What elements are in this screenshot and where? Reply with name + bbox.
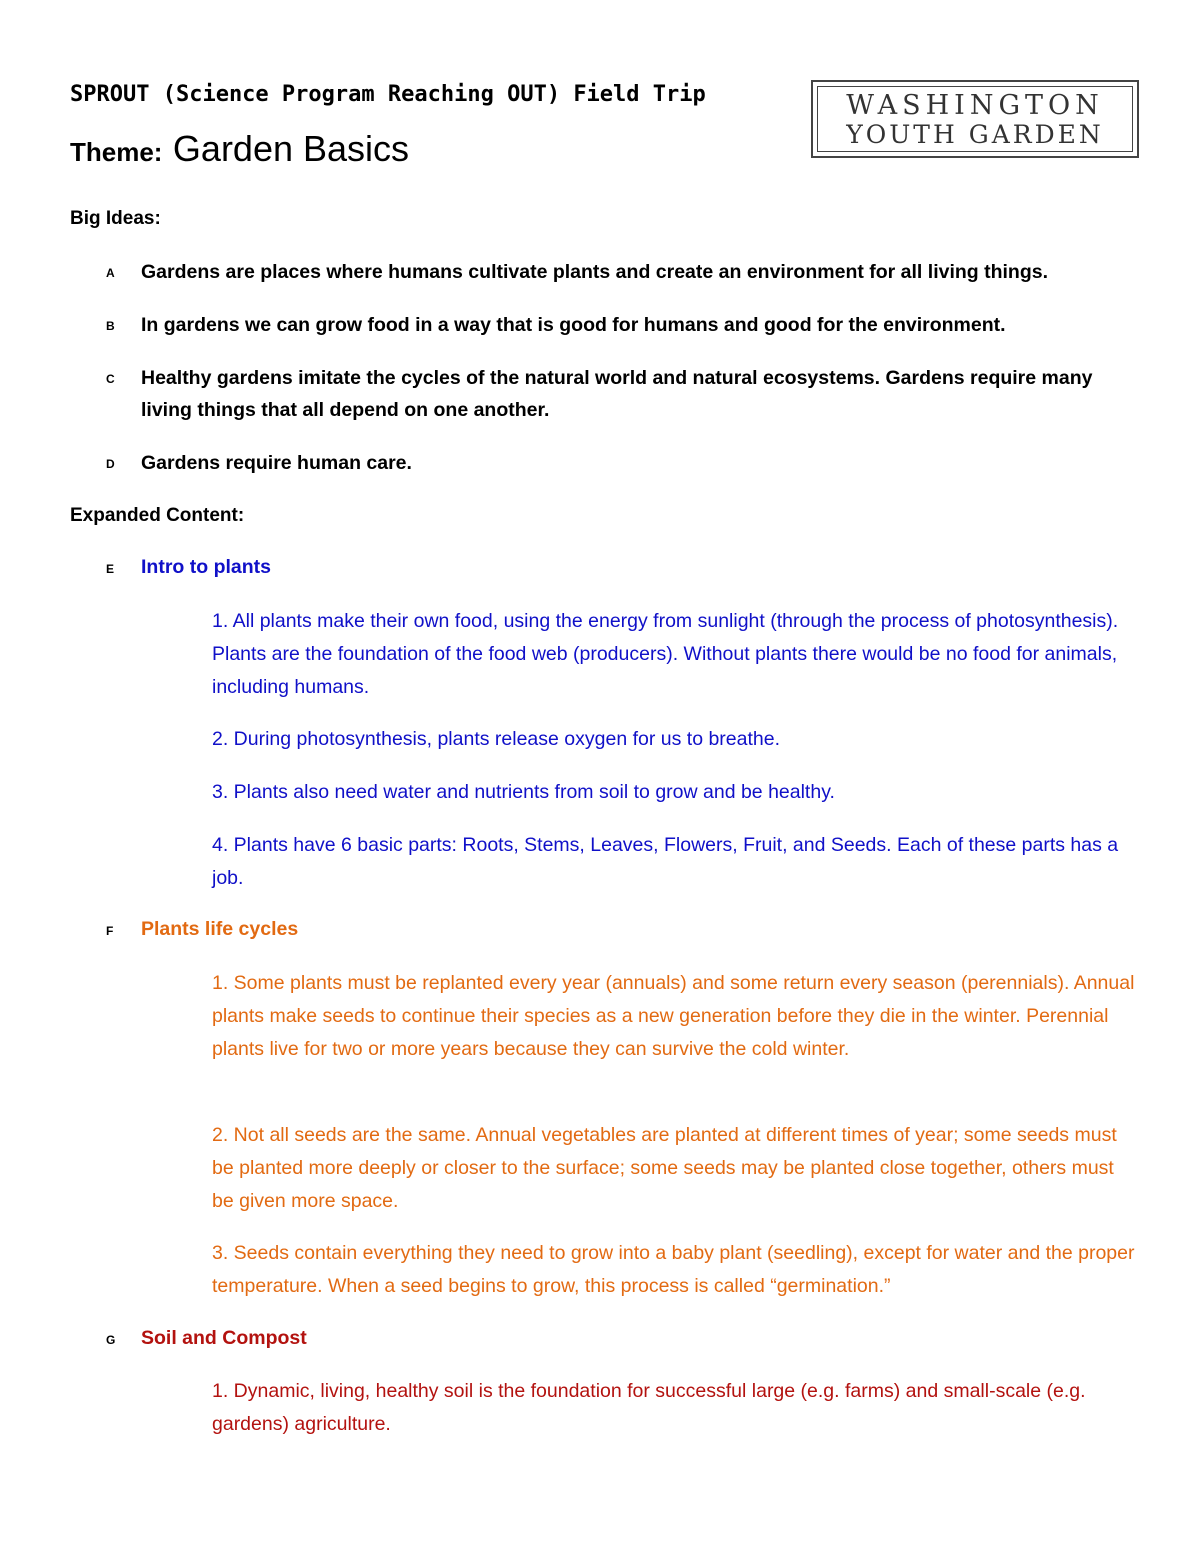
section-marker: E <box>106 562 115 576</box>
section-paragraph: 1. Some plants must be replanted every year (annuals) and some return every season (perennials). Annual plants make seeds to continue their species as a new generation before they die in the winter. Perennial plants live for two or more years because they can survive the cold winter. <box>212 972 1135 1060</box>
expanded-content-heading: Expanded Content: <box>70 505 245 526</box>
logo-line-2: YOUTH GARDEN <box>846 119 1104 149</box>
big-idea-marker: A <box>106 266 115 280</box>
theme-label: Theme: <box>70 137 163 167</box>
big-idea-marker: D <box>106 457 115 471</box>
big-idea-text: Gardens require human care. <box>141 452 412 474</box>
theme-row <box>70 128 409 170</box>
big-idea-text: Gardens are places where humans cultivate plants and create an environment for all living things. <box>141 261 1049 283</box>
logo-line-1: WASHINGTON <box>846 89 1104 121</box>
section-paragraph: 2. During photosynthesis, plants release oxygen for us to breathe. <box>212 728 781 750</box>
washington-youth-garden-logo <box>811 80 1139 158</box>
document-title: SPROUT (Science Program Reaching OUT) Field Trip <box>70 82 706 107</box>
logo-inner-frame <box>817 86 1133 152</box>
section-paragraph: 1. All plants make their own food, using the energy from sunlight (through the process of photosynthesis). Plants are the foundation of the food web (producers). Without plants there would be no food for animals, including humans. <box>212 610 1119 698</box>
section-title-intro-to-plants: Intro to plants <box>141 556 271 578</box>
section-title-soil-and-compost: Soil and Compost <box>141 1327 307 1349</box>
big-idea-marker: C <box>106 372 115 386</box>
theme-value: Garden Basics <box>172 128 410 169</box>
section-title-plants-life-cycles: Plants life cycles <box>141 918 299 940</box>
section-paragraph: 1. Dynamic, living, healthy soil is the foundation for successful large (e.g. farms) and small-scale (e.g. gardens) agriculture. <box>212 1380 1086 1435</box>
section-paragraph: 3. Plants also need water and nutrients from soil to grow and be healthy. <box>212 781 835 803</box>
big-idea-text: In gardens we can grow food in a way that is good for humans and good for the environment. <box>141 314 1006 336</box>
big-idea-text: Healthy gardens imitate the cycles of the natural world and natural ecosystems. Gardens require many living things that all depend on one another. <box>141 367 1093 421</box>
section-marker: G <box>106 1333 116 1347</box>
section-paragraph: 4. Plants have 6 basic parts: Roots, Stems, Leaves, Flowers, Fruit, and Seeds. Each of these parts has a job. <box>212 834 1119 889</box>
section-marker: F <box>106 924 114 938</box>
section-paragraph: 3. Seeds contain everything they need to grow into a baby plant (seedling), except for water and the proper temperature. When a seed begins to grow, this process is called “germination.” <box>212 1242 1135 1297</box>
section-paragraph: 2. Not all seeds are the same. Annual vegetables are planted at different times of year; some seeds must be planted more deeply or closer to the surface; some seeds may be planted close together, others must be given more space. <box>212 1124 1117 1212</box>
big-ideas-heading: Big Ideas: <box>70 208 161 229</box>
big-idea-marker: B <box>106 319 115 333</box>
